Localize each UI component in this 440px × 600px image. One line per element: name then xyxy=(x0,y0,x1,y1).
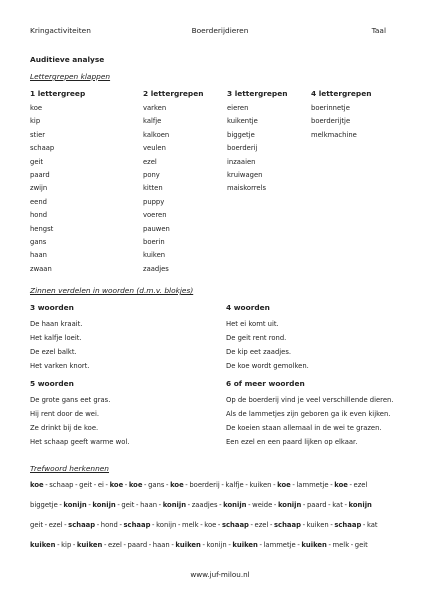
keyword: lammetje xyxy=(296,481,329,489)
list-item: melkmachine xyxy=(311,130,357,139)
keyword: ezel xyxy=(108,541,122,549)
block-heading: 5 woorden xyxy=(30,379,74,388)
word-separator: - xyxy=(302,501,306,509)
keyword: haan xyxy=(152,541,170,549)
keyword: weide xyxy=(252,501,273,509)
word-separator: - xyxy=(64,521,67,529)
list-item: haan xyxy=(30,251,47,260)
trefwoord-row-1 xyxy=(30,481,422,489)
sentence-line: Ze drinkt bij de koe. xyxy=(30,424,99,432)
word-separator: - xyxy=(166,481,169,489)
word-separator: - xyxy=(328,501,331,509)
word-separator: - xyxy=(245,481,248,489)
list-item: stier xyxy=(30,130,46,139)
keyword: paard xyxy=(306,501,327,509)
column-2-syllables xyxy=(143,89,233,276)
keyword-highlighted: konijn xyxy=(348,501,372,509)
list-item: pauwen xyxy=(143,224,170,233)
list-item: kip xyxy=(30,117,41,126)
keyword: melk xyxy=(181,521,199,529)
keyword-highlighted: schaap xyxy=(68,521,96,529)
keyword: kip xyxy=(61,541,72,549)
trefwoord-row-4 xyxy=(30,541,422,549)
word-separator: - xyxy=(117,501,120,509)
list-item: zaadjes xyxy=(143,264,169,273)
keyword: paard xyxy=(127,541,148,549)
word-separator: - xyxy=(297,541,300,549)
word-separator: - xyxy=(72,541,76,549)
keyword-highlighted: schaap xyxy=(221,521,249,529)
list-item: biggetje xyxy=(227,130,255,139)
word-separator: - xyxy=(349,481,352,489)
keyword: kalfje xyxy=(225,481,244,489)
word-separator: - xyxy=(45,481,48,489)
keyword-highlighted: koe xyxy=(170,481,184,489)
sentence-line: Een ezel en een paard lijken op elkaar. xyxy=(226,438,358,446)
list-item: kuikentje xyxy=(227,117,258,126)
list-item: kruiwagen xyxy=(227,170,263,179)
word-separator: - xyxy=(185,481,188,489)
list-item: puppy xyxy=(143,197,165,206)
list-item: eieren xyxy=(227,104,249,112)
word-separator: - xyxy=(177,521,181,529)
list-item: schaap xyxy=(30,144,55,153)
sentence-line: Het schaap geeft warme wol. xyxy=(30,438,130,446)
word-separator: - xyxy=(171,541,174,549)
word-separator: - xyxy=(152,521,155,529)
sentence-line: De koe wordt gemolken. xyxy=(226,362,309,370)
column-4-syllables xyxy=(311,89,401,142)
block-heading: 3 woorden xyxy=(30,303,74,312)
sentence-line: Op de boerderij vind je veel verschillende dieren. xyxy=(226,396,394,404)
list-item: kitten xyxy=(143,184,163,193)
list-item: varken xyxy=(143,104,167,112)
word-separator: - xyxy=(228,541,231,549)
keyword-highlighted: koe xyxy=(30,481,44,489)
word-separator: - xyxy=(124,481,128,489)
header-left: Kringactiviteiten xyxy=(30,26,91,35)
list-item: boerderij xyxy=(227,144,258,153)
word-separator: - xyxy=(187,501,191,509)
keyword-highlighted: konijn xyxy=(223,501,247,509)
sentence-line: Het ei komt uit. xyxy=(226,320,279,328)
word-separator: - xyxy=(57,541,60,549)
keyword-highlighted: kuiken xyxy=(30,541,56,549)
keyword: lammetje xyxy=(263,541,296,549)
word-separator: - xyxy=(200,521,203,529)
sentence-line: Het kalfje loeit. xyxy=(30,334,82,342)
word-separator: - xyxy=(88,501,91,509)
list-item: eend xyxy=(30,197,47,206)
sentence-line: De koeien staan allemaal in de wei te grazen. xyxy=(226,424,382,432)
keyword: geit xyxy=(30,521,44,529)
list-item: gans xyxy=(30,237,47,246)
sentence-line: De ezel balkt. xyxy=(30,348,77,356)
keyword: schaap xyxy=(49,481,74,489)
list-item: kalfje xyxy=(143,117,162,126)
keyword-highlighted: kuiken xyxy=(76,541,103,549)
word-separator: - xyxy=(44,521,48,529)
word-separator: - xyxy=(123,541,126,549)
word-separator: - xyxy=(144,481,147,489)
list-item: boerin xyxy=(143,237,165,246)
column-heading: 2 lettergrepen xyxy=(143,89,204,98)
sentences-4-words xyxy=(226,303,426,373)
keyword: boerderij xyxy=(189,481,220,489)
keyword-highlighted: konijn xyxy=(277,501,302,509)
list-item: geit xyxy=(30,157,44,166)
list-item: koe xyxy=(30,104,43,112)
keyword: kat xyxy=(332,501,343,509)
keyword-highlighted: kuiken xyxy=(232,541,258,549)
header-center: Boerderijdieren xyxy=(191,26,249,35)
keyword: ezel xyxy=(353,481,368,489)
sentence-line: Het varken knort. xyxy=(30,362,90,370)
word-separator: - xyxy=(250,521,253,529)
trefwoord-row-2 xyxy=(30,501,422,509)
keyword-highlighted: konijn xyxy=(63,501,87,509)
keyword: geit xyxy=(354,541,368,549)
keyword: ezel xyxy=(48,521,63,529)
sentences-6-or-more-words xyxy=(226,379,426,449)
list-item: maiskorrels xyxy=(227,184,266,193)
keyword: zaadjes xyxy=(191,501,218,509)
word-separator: - xyxy=(302,521,306,529)
word-separator: - xyxy=(273,501,277,509)
keyword-highlighted: schaap xyxy=(123,521,151,529)
keyword: geit xyxy=(79,481,93,489)
keyword-highlighted: koe xyxy=(128,481,143,489)
word-separator: - xyxy=(59,501,62,509)
keyword: konijn xyxy=(156,521,177,529)
word-separator: - xyxy=(105,481,108,489)
keyword-highlighted: koe xyxy=(334,481,348,489)
keyword: ezel xyxy=(254,521,269,529)
keyword: ei xyxy=(97,481,104,489)
list-item: kuiken xyxy=(143,251,166,260)
list-item: ezel xyxy=(143,157,157,166)
keyword: melk xyxy=(332,541,350,549)
sentence-line: Hij rent door de wei. xyxy=(30,410,100,418)
list-item: boerinnetje xyxy=(311,104,350,112)
block-heading: 6 of meer woorden xyxy=(226,379,305,388)
word-separator: - xyxy=(202,541,205,549)
keyword-highlighted: konijn xyxy=(162,501,187,509)
word-separator: - xyxy=(273,481,276,489)
word-separator: - xyxy=(269,521,273,529)
keyword: hond xyxy=(100,521,118,529)
word-separator: - xyxy=(248,501,251,509)
word-separator: - xyxy=(217,521,221,529)
trefwoord-row-3 xyxy=(30,521,422,529)
keyword-highlighted: koe xyxy=(109,481,124,489)
word-separator: - xyxy=(330,521,333,529)
section-heading-lettergrepen: Lettergrepen klappen xyxy=(30,72,111,81)
list-item: zwijn xyxy=(30,184,48,193)
list-item: hengst xyxy=(30,224,54,233)
keyword: kuiken xyxy=(249,481,272,489)
word-separator: - xyxy=(103,541,107,549)
keyword: kat xyxy=(366,521,378,529)
column-3-syllables xyxy=(227,89,317,196)
header-right: Taal xyxy=(371,26,386,35)
page-title: Auditieve analyse xyxy=(30,55,105,64)
list-item: hond xyxy=(30,211,48,220)
column-heading: 1 lettergreep xyxy=(30,89,86,98)
column-heading: 3 lettergrepen xyxy=(227,89,288,98)
keyword-highlighted: kuiken xyxy=(301,541,327,549)
column-heading: 4 lettergrepen xyxy=(311,89,372,98)
list-item: voeren xyxy=(143,211,167,220)
keyword: kuiken xyxy=(306,521,329,529)
word-separator: - xyxy=(328,541,331,549)
keyword-highlighted: koe xyxy=(277,481,291,489)
word-separator: - xyxy=(148,541,152,549)
word-separator: - xyxy=(330,481,333,489)
list-item: inzaaien xyxy=(227,157,256,166)
block-heading: 4 woorden xyxy=(226,303,270,312)
sentences-3-words xyxy=(30,303,230,373)
word-separator: - xyxy=(75,481,78,489)
word-separator: - xyxy=(158,501,162,509)
word-separator: - xyxy=(96,521,100,529)
keyword-highlighted: schaap xyxy=(334,521,362,529)
footer-url: www.juf-milou.nl xyxy=(190,570,250,579)
keyword-highlighted: schaap xyxy=(274,521,301,529)
keyword-highlighted: kuiken xyxy=(175,541,201,549)
word-separator: - xyxy=(119,521,122,529)
keyword: gans xyxy=(148,481,165,489)
word-separator: - xyxy=(344,501,347,509)
list-item: pony xyxy=(143,170,160,179)
section-heading-zinnen: Zinnen verdelen in woorden (d.m.v. blokjes) xyxy=(30,286,194,295)
keyword-highlighted: konijn xyxy=(92,501,116,509)
keyword: haan xyxy=(140,501,158,509)
word-separator: - xyxy=(93,481,97,489)
word-separator: - xyxy=(259,541,262,549)
keyword: biggetje xyxy=(30,501,58,509)
list-item: boerderijtje xyxy=(311,117,351,126)
word-separator: - xyxy=(136,501,139,509)
list-item: paard xyxy=(30,170,50,179)
keyword: koe xyxy=(204,521,217,529)
word-separator: - xyxy=(350,541,354,549)
word-separator: - xyxy=(292,481,295,489)
column-1-syllable xyxy=(30,89,120,276)
word-separator: - xyxy=(221,481,224,489)
sentence-line: De geit rent rond. xyxy=(226,334,287,342)
sentence-line: Als de lammetjes zijn geboren ga ik even kijken. xyxy=(226,410,391,418)
keyword: konijn xyxy=(206,541,227,549)
sentence-line: De kip eet zaadjes. xyxy=(226,348,292,356)
word-separator: - xyxy=(219,501,222,509)
list-item: kalkoen xyxy=(143,130,170,139)
sentence-line: De grote gans eet gras. xyxy=(30,396,111,404)
section-heading-trefwoord: Trefwoord herkennen xyxy=(30,464,109,473)
sentences-5-words xyxy=(30,379,230,449)
sentence-line: De haan kraait. xyxy=(30,320,83,328)
keyword: geit xyxy=(121,501,135,509)
list-item: zwaan xyxy=(30,264,52,273)
list-item: veulen xyxy=(143,144,166,153)
word-separator: - xyxy=(362,521,366,529)
